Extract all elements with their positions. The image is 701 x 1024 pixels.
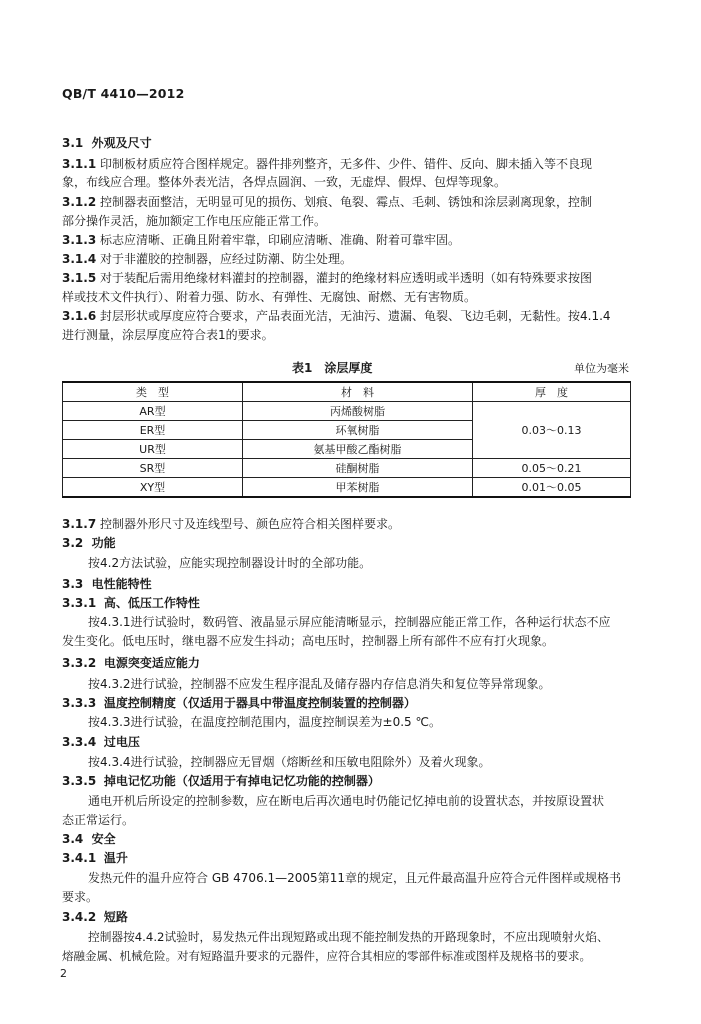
clause-text: 封层形状或厚度应符合要求，产品表面光洁，无油污、遗漏、龟裂、飞边毛刺，无黏性。按4.1.4	[100, 309, 611, 323]
cell-material: 硅酮树脂	[243, 459, 473, 478]
clause-number: 3.4.2	[62, 910, 97, 924]
cell-type: ER型	[63, 421, 243, 440]
clause-3-1-6-continued: 进行测量，涂层厚度应符合表1的要求。	[62, 328, 274, 342]
clause-number: 3.1.1	[62, 157, 97, 171]
clause-3-4-2-continued: 熔融金属、机械危险。对有短路温升要求的元器件，应符合其相应的零部件标准或图样及规格书的要求。	[62, 949, 591, 963]
clause-title: 电源突变适应能力	[103, 656, 200, 670]
clause-3-3-4-text: 按4.3.4进行试验，控制器应无冒烟（熔断丝和压敏电阻除外）及着火现象。	[88, 755, 491, 769]
cell-thickness: 0.05～0.21	[473, 459, 631, 478]
cell-type: XY型	[63, 478, 243, 498]
cell-type: SR型	[63, 459, 243, 478]
clause-number: 3.1.7	[62, 517, 97, 531]
clause-3-3-1-heading	[62, 595, 632, 611]
section-number: 3.4	[62, 832, 84, 846]
clause-3-1-1-continued: 象，布线应合理。整体外表光洁，各焊点圆润、一致，无虚焊、假焊、包焊等现象。	[62, 175, 507, 189]
section-number: 3.3	[62, 577, 84, 591]
table-row	[63, 459, 631, 478]
clause-text: 对于装配后需用绝缘材料灌封的控制器，灌封的绝缘材料应透明或半透明（如有特殊要求按图	[100, 271, 593, 285]
standard-code-header: QB/T 4410—2012	[62, 86, 185, 101]
header-type: 类 型	[63, 382, 243, 402]
clause-title: 高、低压工作特性	[103, 596, 200, 610]
section-3-2-text: 按4.2方法试验，应能实现控制器设计时的全部功能。	[88, 556, 372, 570]
clause-3-1-4	[62, 251, 632, 267]
table-unit-note: 单位为毫米	[574, 362, 629, 375]
table-header-row	[63, 382, 631, 402]
clause-3-3-2-heading	[62, 655, 632, 671]
page-number: 2	[60, 967, 67, 980]
clause-title: 过电压	[103, 735, 140, 749]
section-3-2-heading	[62, 535, 632, 551]
clause-number: 3.1.3	[62, 233, 97, 247]
clause-3-1-5	[62, 270, 632, 286]
clause-number: 3.1.2	[62, 195, 97, 209]
cell-type: AR型	[63, 402, 243, 421]
clause-3-1-7	[62, 516, 632, 532]
clause-3-3-1-text: 按4.3.1进行试验时，数码管、液晶显示屏应能清晰显示，控制器应能正常工作，各种运行状态不应	[88, 615, 611, 629]
clause-title: 掉电记忆功能（仅适用于有掉电记忆功能的控制器）	[103, 774, 380, 788]
clause-3-4-2-text: 控制器按4.4.2试验时，易发热元件出现短路或出现不能控制发热的开路现象时，不应出现喷射火焰、	[88, 930, 609, 944]
clause-number: 3.3.1	[62, 596, 97, 610]
clause-number: 3.4.1	[62, 851, 97, 865]
clause-3-1-2-continued: 部分操作灵活，施加额定工作电压应能正常工作。	[62, 214, 327, 228]
cell-thickness: 0.01～0.05	[473, 478, 631, 498]
clause-3-1-5-continued: 样或技术文件执行）、附着力强、防水、有弹性、无腐蚀、耐燃、无有害物质。	[62, 290, 477, 304]
clause-number: 3.1.5	[62, 271, 97, 285]
table-row	[63, 402, 631, 421]
clause-text: 标志应清晰、正确且附着牢靠，印刷应清晰、准确、附着可靠牢固。	[100, 233, 461, 247]
section-3-1-heading	[62, 135, 632, 151]
clause-3-3-3-heading	[62, 695, 632, 711]
clause-text: 控制器表面整洁，无明显可见的损伤、划痕、龟裂、霉点、毛刺、锈蚀和涂层剥离现象，控制	[100, 195, 593, 209]
clause-3-3-5-heading	[62, 773, 632, 789]
coating-thickness-table	[62, 381, 631, 498]
clause-3-3-5-text: 通电开机后所设定的控制参数，应在断电后再次通电时仍能记忆掉电前的设置状态，并按原设置状	[88, 794, 605, 808]
table-caption: 表1 涂层厚度	[292, 361, 373, 375]
cell-material: 甲苯树脂	[243, 478, 473, 498]
clause-3-3-1-continued: 发生变化。低电压时，继电器不应发生抖动；高电压时，控制器上所有部件不应有打火现象。	[62, 634, 555, 648]
clause-3-1-3	[62, 232, 632, 248]
cell-material: 环氧树脂	[243, 421, 473, 440]
clause-text: 控制器外形尺寸及连线型号、颜色应符合相关图样要求。	[100, 517, 401, 531]
clause-number: 3.3.5	[62, 774, 97, 788]
clause-3-3-5-continued: 态正常运行。	[62, 813, 135, 827]
clause-3-3-2-text: 按4.3.2进行试验，控制器不应发生程序混乱及储存器内存信息消失和复位等异常现象。	[88, 677, 551, 691]
clause-3-4-1-heading	[62, 850, 632, 866]
section-title: 功能	[91, 536, 116, 550]
table-row	[63, 478, 631, 498]
clause-text: 印制板材质应符合图样规定。器件排列整齐，无多件、少件、错件、反向、脚未插入等不良现	[100, 157, 593, 171]
section-title: 外观及尺寸	[91, 136, 152, 150]
section-number: 3.2	[62, 536, 84, 550]
clause-3-4-1-text: 发热元件的温升应符合 GB 4706.1—2005第11章的规定，且元件最高温升应符合元件图样或规格书	[88, 871, 621, 885]
header-thickness: 厚 度	[473, 382, 631, 402]
clause-number: 3.1.6	[62, 309, 97, 323]
clause-3-1-6	[62, 308, 632, 324]
section-title: 安全	[91, 832, 116, 846]
clause-3-1-1	[62, 156, 632, 172]
clause-title: 温度控制精度（仅适用于器具中带温度控制装置的控制器）	[103, 696, 416, 710]
clause-number: 3.3.2	[62, 656, 97, 670]
clause-3-1-2	[62, 194, 632, 210]
clause-number: 3.1.4	[62, 252, 97, 266]
clause-3-4-1-continued: 要求。	[62, 890, 99, 904]
section-number: 3.1	[62, 136, 84, 150]
section-3-4-heading	[62, 831, 632, 847]
clause-number: 3.3.4	[62, 735, 97, 749]
cell-thickness: 0.03～0.13	[473, 402, 631, 459]
section-3-3-heading	[62, 576, 632, 592]
clause-text: 对于非灌胶的控制器，应经过防潮、防尘处理。	[100, 252, 353, 266]
clause-3-3-3-text: 按4.3.3进行试验，在温度控制范围内，温度控制误差为±0.5 ℃。	[88, 715, 441, 729]
clause-title: 温升	[103, 851, 128, 865]
header-material: 材 料	[243, 382, 473, 402]
cell-type: UR型	[63, 440, 243, 459]
cell-material: 氨基甲酸乙酯树脂	[243, 440, 473, 459]
section-title: 电性能特性	[91, 577, 152, 591]
cell-material: 丙烯酸树脂	[243, 402, 473, 421]
clause-3-3-4-heading	[62, 734, 632, 750]
clause-number: 3.3.3	[62, 696, 97, 710]
clause-3-4-2-heading	[62, 909, 632, 925]
clause-title: 短路	[103, 910, 128, 924]
